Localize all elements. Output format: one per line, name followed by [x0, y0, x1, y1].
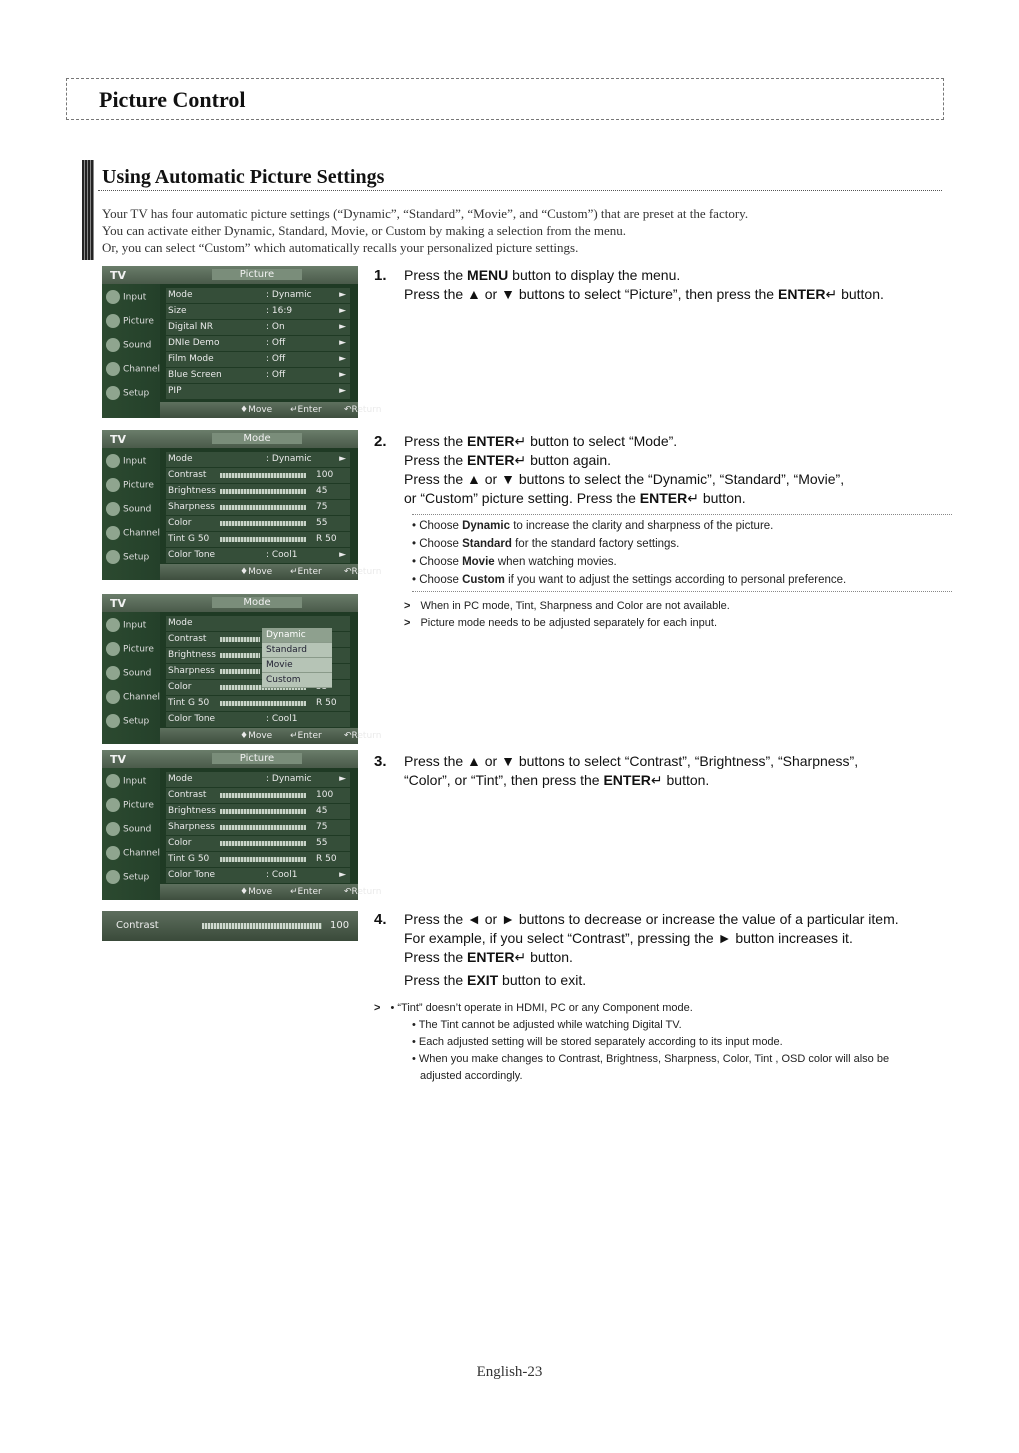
- channel-icon: [106, 526, 120, 540]
- osd-row: Size : 16:9 ►: [166, 304, 350, 319]
- section-title: Using Automatic Picture Settings: [102, 166, 385, 188]
- sound-icon: [106, 822, 120, 836]
- osd-menu-title: Mode: [212, 597, 302, 608]
- osd-side-picture: Picture: [106, 314, 160, 336]
- osd-side-setup: Setup: [106, 870, 160, 892]
- osd-mode-menu: [102, 430, 382, 580]
- osd-side-menu: [102, 284, 160, 418]
- osd-side-input: Input: [106, 290, 160, 312]
- sound-icon: [106, 666, 120, 680]
- osd-side-menu: [102, 448, 160, 580]
- contrast-track[interactable]: [202, 923, 322, 929]
- osd-side-sound: Sound: [106, 502, 160, 524]
- osd-side-input: Input: [106, 618, 160, 640]
- osd-side-input: Input: [106, 774, 160, 796]
- header-box: [66, 78, 944, 120]
- mode-dropdown[interactable]: [262, 628, 332, 688]
- section-divider: [98, 190, 942, 191]
- input-icon: [106, 454, 120, 468]
- osd-side-channel: Channel: [106, 690, 160, 712]
- page-title: Picture Control: [99, 87, 246, 112]
- step-number: 1.: [374, 267, 387, 284]
- osd-picture-adjust-menu: [102, 750, 382, 900]
- osd-topbar: [102, 750, 358, 768]
- contrast-slider[interactable]: [102, 911, 358, 941]
- picture-icon: [106, 642, 120, 656]
- mode-option-custom[interactable]: Custom: [262, 673, 332, 688]
- note-arrow-icon: >: [404, 617, 411, 629]
- picture-icon: [106, 478, 120, 492]
- osd-side-picture: Picture: [106, 642, 160, 664]
- osd-side-menu: [102, 612, 160, 744]
- mode-bullets: [412, 514, 952, 592]
- osd-mode-dropdown-menu: [102, 594, 382, 744]
- sound-icon: [106, 338, 120, 352]
- osd-menu-title: Mode: [212, 433, 302, 444]
- osd-side-channel: Channel: [106, 526, 160, 548]
- osd-tv-label: TV: [110, 753, 127, 766]
- step-number: 2.: [374, 433, 387, 450]
- osd-bottom-bar: ♦Move ↵Enter ↶Return: [160, 402, 358, 418]
- note-arrow-icon: >: [374, 1002, 381, 1014]
- osd-side-sound: Sound: [106, 666, 160, 688]
- channel-icon: [106, 690, 120, 704]
- osd-side-input: Input: [106, 454, 160, 476]
- osd-side-channel: Channel: [106, 846, 160, 868]
- osd-tv-label: TV: [110, 433, 127, 446]
- picture-icon: [106, 314, 120, 328]
- osd-row: DNIe Demo : Off ►: [166, 336, 350, 351]
- setup-icon: [106, 386, 120, 400]
- list-item: • Choose Custom if you want to adjust the settings according to personal preference.: [412, 574, 847, 586]
- osd-bottom-bar: ♦Move ↵Enter ↶Return: [160, 564, 358, 580]
- sound-icon: [106, 502, 120, 516]
- input-icon: [106, 290, 120, 304]
- osd-row: Film Mode : Off ►: [166, 352, 350, 367]
- page-footer: English-23: [476, 1364, 543, 1380]
- osd-side-sound: Sound: [106, 338, 160, 360]
- setup-icon: [106, 870, 120, 884]
- channel-icon: [106, 846, 120, 860]
- osd-bottom-bar: ♦Move ↵Enter ↶Return: [160, 728, 358, 744]
- setup-icon: [106, 714, 120, 728]
- notes-b: > • “Tint” doesn’t operate in HDMI, PC or any Component mode. • The Tint cannot be adjusted while watching Digital TV. • Each adjusted setting will be stored separately according to its input mode. • When you make changes to Contrast, Brightness, Sharpness, Color, Tint , OSD color will also be adjusted accordingly.: [374, 1002, 890, 1082]
- osd-menu-title: Picture: [212, 753, 302, 764]
- mode-option-dynamic[interactable]: Dynamic: [262, 628, 332, 643]
- osd-side-picture: Picture: [106, 798, 160, 820]
- osd-side-setup: Setup: [106, 386, 160, 408]
- list-item: • Choose Movie when watching movies.: [412, 556, 617, 568]
- input-icon: [106, 618, 120, 632]
- osd-side-sound: Sound: [106, 822, 160, 844]
- osd-topbar: [102, 594, 358, 612]
- osd-row: Blue Screen : Off ►: [166, 368, 350, 383]
- mode-option-standard[interactable]: Standard: [262, 643, 332, 658]
- osd-row: PIP ►: [166, 384, 350, 399]
- note-arrow-icon: >: [404, 600, 411, 612]
- osd-rows: Mode : Dynamic ► Contrast 100 Brightness 45 Sharpness 75 Color 55 Tint G 50 R 50 Color Tone : Cool1 ►: [166, 772, 350, 900]
- section-marker: [82, 160, 94, 260]
- osd-row: Mode : Dynamic ►: [166, 288, 350, 303]
- osd-rows: Mode : Dynamic ► Contrast 100 Brightness 45 Sharpness 75 Color 55 Tint G 50 R 50 Color Tone : Cool1 ►: [166, 452, 350, 580]
- osd-picture-menu: [102, 266, 382, 418]
- intro-text: [102, 205, 748, 256]
- osd-tv-label: TV: [110, 597, 127, 610]
- intro-line: Your TV has four automatic picture settings (“Dynamic”, “Standard”, “Movie”, and “Custom”) that are preset at the factory.: [102, 206, 749, 221]
- picture-icon: [106, 798, 120, 812]
- osd-side-channel: Channel: [106, 362, 160, 384]
- intro-line: Or, you can select “Custom” which automatically recalls your personalized picture settings.: [102, 240, 579, 255]
- osd-side-picture: Picture: [106, 478, 160, 500]
- step-number: 3.: [374, 753, 387, 770]
- channel-icon: [106, 362, 120, 376]
- osd-topbar: [102, 266, 358, 284]
- osd-menu-title: Picture: [212, 269, 302, 280]
- list-item: • Choose Dynamic to increase the clarity and sharpness of the picture.: [412, 520, 774, 532]
- osd-rows: [166, 288, 350, 400]
- input-icon: [106, 774, 120, 788]
- contrast-value: 100: [330, 920, 350, 931]
- step-number: 4.: [374, 911, 387, 928]
- osd-row: Digital NR : On ►: [166, 320, 350, 335]
- osd-tv-label: TV: [110, 269, 127, 282]
- osd-rows: Mode Contrast Brightness Sharpness Color Tint G 50 R 50 Color Tone : Cool1: [166, 616, 350, 744]
- setup-icon: [106, 550, 120, 564]
- list-item: • Choose Standard for the standard factory settings.: [412, 538, 680, 550]
- osd-side-setup: Setup: [106, 714, 160, 736]
- intro-line: You can activate either Dynamic, Standard, Movie, or Custom by making a selection from the menu.: [102, 223, 626, 238]
- osd-bottom-bar: ♦Move ↵Enter ↶Return: [160, 884, 358, 900]
- osd-topbar: [102, 430, 358, 448]
- osd-side-menu: [102, 768, 160, 900]
- osd-side-setup: Setup: [106, 550, 160, 572]
- contrast-label: Contrast: [116, 920, 159, 931]
- mode-option-movie[interactable]: Movie: [262, 658, 332, 673]
- notes-a: > When in PC mode, Tint, Sharpness and Color are not available. > Picture mode needs to be adjusted separately for each input.: [404, 600, 730, 629]
